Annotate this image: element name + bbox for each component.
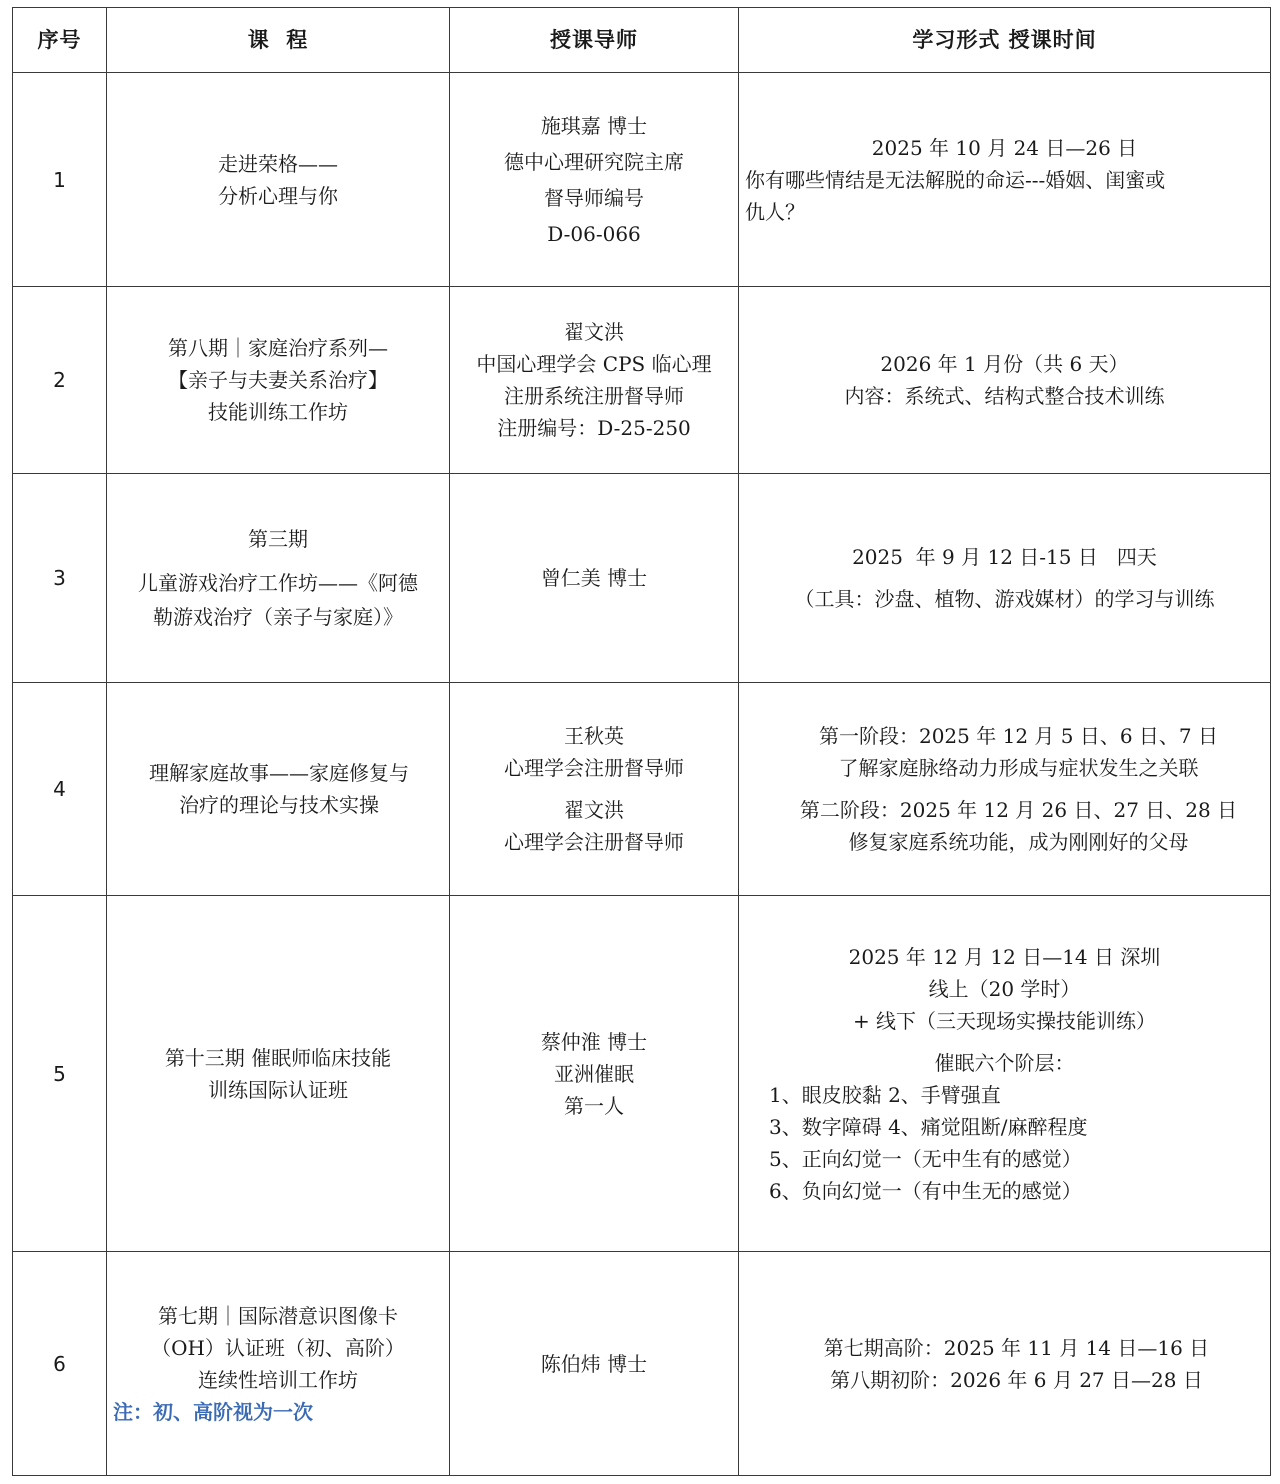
schedule-line: 修复家庭系统功能，成为刚刚好的父母	[848, 830, 1189, 854]
course-line: 【亲子与夫妻关系治疗】	[168, 368, 388, 392]
instructor-line: 翟文洪	[564, 320, 624, 344]
header-instructor: 授课导师	[450, 8, 739, 73]
instructor-cell	[450, 683, 739, 896]
course-line: 第八期｜家庭治疗系列—	[168, 336, 388, 360]
row-number: 1	[13, 73, 107, 287]
header-row	[13, 8, 1271, 73]
instructor-line: 中国心理学会 CPS 临心理	[476, 352, 712, 376]
schedule-cell	[739, 683, 1271, 896]
row-number: 5	[13, 896, 107, 1252]
instructor-cell	[450, 896, 739, 1252]
course-line: 勒游戏治疗（亲子与家庭）》	[153, 605, 403, 629]
row-number: 3	[13, 474, 107, 683]
schedule-line: 你有哪些情结是无法解脱的命运---婚姻、闺蜜或	[745, 167, 1166, 192]
instructor-line: D-06-066	[547, 221, 641, 246]
schedule-line: 3、数字障碍 4、痛觉阻断/麻醉程度	[769, 1114, 1088, 1139]
schedule-line: 了解家庭脉络动力形成与症状发生之关联	[838, 756, 1199, 780]
schedule-line: 5、正向幻觉一（无中生有的感觉）	[769, 1146, 1082, 1171]
instructor-line: 曾仁美 博士	[540, 566, 648, 590]
course-line: 理解家庭故事——家庭修复与	[149, 761, 409, 785]
header-course: 课 程	[107, 8, 450, 73]
course-line: 治疗的理论与技术实操	[179, 793, 379, 817]
row-number: 6	[13, 1252, 107, 1476]
schedule-cell	[739, 73, 1271, 287]
course-note: 注：初、高阶视为一次	[113, 1399, 313, 1424]
instructor-line: 陈伯炜 博士	[540, 1351, 648, 1376]
instructor-cell	[450, 287, 739, 474]
schedule-line: 第二阶段：2025 年 12 月 26 日、27 日、28 日	[799, 798, 1238, 822]
course-line: 走进荣格——	[218, 151, 338, 176]
course-line: 训练国际认证班	[208, 1077, 348, 1102]
course-cell	[107, 287, 450, 474]
course-line: 技能训练工作坊	[208, 400, 348, 424]
row-number: 2	[13, 287, 107, 474]
course-schedule-table	[12, 7, 1271, 1476]
instructor-cell	[450, 474, 739, 683]
header-schedule: 学习形式 授课时间	[739, 8, 1271, 73]
schedule-cell	[739, 896, 1271, 1252]
schedule-line: 内容：系统式、结构式整合技术训练	[844, 384, 1165, 408]
instructor-cell	[450, 1252, 739, 1476]
schedule-cell	[739, 474, 1271, 683]
course-line: 第十三期 催眠师临床技能	[164, 1045, 392, 1070]
course-line: 第七期｜国际潜意识图像卡	[158, 1303, 398, 1328]
table-row	[13, 1252, 1271, 1476]
course-line: 连续性培训工作坊	[198, 1367, 358, 1392]
instructor-line: 施琪嘉 博士	[540, 113, 648, 138]
instructor-line: 督导师编号	[544, 185, 644, 210]
table-row	[13, 287, 1271, 474]
instructor-line: 德中心理研究院主席	[504, 149, 684, 174]
schedule-line: 2025 年 12 月 12 日—14 日 深圳	[848, 944, 1161, 969]
course-line: （OH）认证班（初、高阶）	[151, 1335, 405, 1360]
schedule-line: 第八期初阶：2026 年 6 月 27 日—28 日	[830, 1367, 1203, 1392]
instructor-line: 心理学会注册督导师	[504, 756, 684, 780]
table-row	[13, 896, 1271, 1252]
schedule-line: 第一阶段：2025 年 12 月 5 日、6 日、7 日	[818, 724, 1219, 748]
schedule-cell	[739, 1252, 1271, 1476]
course-cell	[107, 1252, 450, 1476]
schedule-line: 第七期高阶：2025 年 11 月 14 日—16 日	[823, 1335, 1210, 1360]
instructor-line: 翟文洪	[564, 798, 624, 822]
course-cell	[107, 73, 450, 287]
table-row	[13, 73, 1271, 287]
course-line: 分析心理与你	[218, 183, 338, 208]
course-cell	[107, 683, 450, 896]
schedule-line: 2025 年 10 月 24 日—26 日	[871, 135, 1138, 160]
table-row	[13, 683, 1271, 896]
schedule-line: + 线下（三天现场实操技能训练）	[852, 1008, 1157, 1033]
header-no: 序号	[13, 8, 107, 73]
instructor-cell	[450, 73, 739, 287]
course-line: 第三期	[248, 527, 308, 551]
instructor-line: 注册系统注册督导师	[504, 384, 684, 408]
table-row	[13, 474, 1271, 683]
schedule-cell	[739, 287, 1271, 474]
schedule-line: 2025 年 9 月 12 日-15 日 四天	[852, 545, 1157, 569]
schedule-line: 2026 年 1 月份（共 6 天）	[880, 352, 1129, 376]
instructor-line: 心理学会注册督导师	[504, 830, 684, 854]
instructor-line: 第一人	[564, 1093, 624, 1118]
instructor-line: 王秋英	[564, 724, 624, 748]
schedule-line: 6、负向幻觉一（有中生无的感觉）	[769, 1178, 1082, 1203]
course-line: 儿童游戏治疗工作坊——《阿德	[138, 571, 418, 595]
course-cell	[107, 474, 450, 683]
instructor-line: 蔡仲淮 博士	[540, 1029, 648, 1054]
schedule-line: （工具：沙盘、植物、游戏媒材）的学习与训练	[794, 587, 1215, 611]
instructor-line: 亚洲催眠	[554, 1061, 634, 1086]
course-cell	[107, 896, 450, 1252]
schedule-line: 仇人？	[745, 199, 805, 224]
schedule-line: 催眠六个阶层：	[934, 1050, 1075, 1075]
instructor-line: 注册编号：D-25-250	[497, 416, 691, 440]
row-number: 4	[13, 683, 107, 896]
schedule-line: 线上（20 学时）	[928, 976, 1081, 1001]
schedule-line: 1、眼皮胶黏 2、手臂强直	[769, 1082, 1001, 1107]
